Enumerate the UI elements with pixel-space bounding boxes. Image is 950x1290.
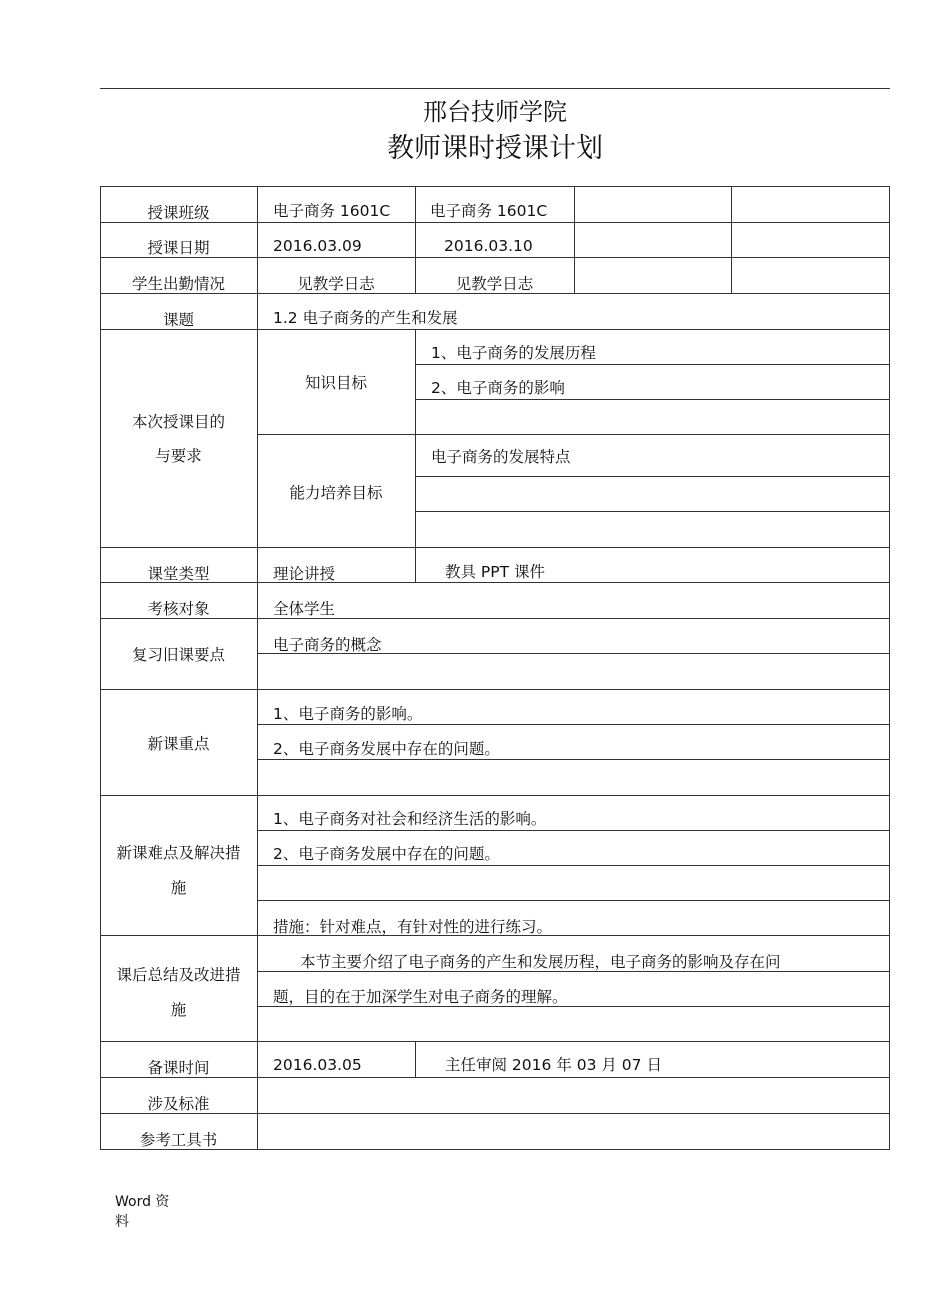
- teaching-tools-value: 教具 PPT 课件: [445, 563, 546, 581]
- difficulties-label-line2: 施: [170, 879, 187, 897]
- objectives-label-line1: 本次授课目的: [131, 413, 225, 431]
- col-line: [574, 186, 575, 293]
- col-line: [731, 186, 732, 293]
- row-line: [257, 865, 890, 866]
- difficulties-label-line1: 新课难点及解决措: [116, 844, 241, 862]
- attendance-label: 学生出勤情况: [131, 275, 225, 293]
- prep-time-value: 2016.03.05: [273, 1056, 362, 1074]
- col-line: [415, 1041, 416, 1077]
- document-title: 教师课时授课计划: [387, 133, 603, 164]
- topic-label: 课题: [162, 311, 194, 329]
- row-line: [100, 329, 890, 330]
- row-line: [257, 724, 890, 725]
- date-value-2: 2016.03.10: [444, 237, 533, 255]
- class-value-2: 电子商务 1601C: [430, 202, 548, 220]
- row-line: [100, 618, 890, 619]
- footer-line-2: 料: [115, 1214, 129, 1230]
- row-line: [100, 1077, 890, 1078]
- table-border-bottom: [100, 1149, 890, 1150]
- row-line: [415, 511, 890, 512]
- review-label: 复习旧课要点: [131, 646, 225, 664]
- row-line: [100, 689, 890, 690]
- review-item-1: 电子商务的概念: [273, 636, 382, 654]
- row-line: [100, 222, 890, 223]
- row-line: [100, 1041, 890, 1042]
- institution-title: 邢台技师学院: [423, 98, 567, 126]
- assessment-label: 考核对象: [147, 600, 210, 618]
- key-point-item-1: 1、电子商务的影响。: [273, 705, 423, 723]
- row-line: [100, 1113, 890, 1114]
- summary-label-line2: 施: [170, 1001, 187, 1019]
- key-point-item-2: 2、电子商务发展中存在的问题。: [273, 740, 500, 758]
- date-value-1: 2016.03.09: [273, 237, 362, 255]
- row-line: [257, 759, 890, 760]
- summary-text-line2: 题，目的在于加深学生对电子商务的理解。: [273, 988, 568, 1006]
- row-line: [415, 476, 890, 477]
- row-line: [100, 547, 890, 548]
- row-line: [257, 434, 890, 435]
- knowledge-goal-label: 知识目标: [304, 374, 367, 392]
- attendance-value-1: 见教学日志: [297, 275, 375, 293]
- footer-line-1: Word 资: [115, 1194, 170, 1210]
- row-line: [100, 257, 890, 258]
- prep-time-label: 备课时间: [147, 1059, 210, 1077]
- row-line: [257, 830, 890, 831]
- director-review-value: 主任审阅 2016 年 03 月 07 日: [445, 1056, 662, 1074]
- difficulty-measure: 措施：针对难点，有针对性的进行练习。: [273, 918, 553, 936]
- header-rule: [100, 88, 890, 89]
- row-line: [257, 1006, 890, 1007]
- topic-value: 1.2 电子商务的产生和发展: [273, 309, 458, 327]
- knowledge-goal-item-1: 1、电子商务的发展历程: [431, 344, 596, 362]
- knowledge-goal-item-2: 2、电子商务的影响: [431, 379, 565, 397]
- lesson-type-label: 课堂类型: [147, 565, 210, 583]
- ability-goal-item-1: 电子商务的发展特点: [431, 448, 571, 466]
- assessment-value: 全体学生: [273, 600, 336, 618]
- table-border-top: [100, 186, 890, 187]
- attendance-value-2: 见教学日志: [455, 275, 534, 293]
- row-line: [100, 293, 890, 294]
- key-points-label: 新课重点: [147, 735, 210, 753]
- lesson-type-value: 理论讲授: [273, 565, 336, 583]
- standards-label: 涉及标准: [147, 1095, 210, 1113]
- row-line: [257, 971, 890, 972]
- date-label: 授课日期: [147, 239, 210, 257]
- class-label: 授课班级: [147, 204, 210, 222]
- difficulty-item-1: 1、电子商务对社会和经济生活的影响。: [273, 810, 547, 828]
- summary-label-line1: 课后总结及改进措: [116, 966, 241, 984]
- class-value-1: 电子商务 1601C: [273, 202, 391, 220]
- row-line: [100, 795, 890, 796]
- col-line: [415, 329, 416, 547]
- footer-watermark: [115, 1192, 169, 1232]
- table-border-right: [889, 186, 890, 1149]
- ability-goal-label: 能力培养目标: [289, 484, 383, 502]
- summary-text-line1: 本节主要介绍了电子商务的产生和发展历程，电子商务的影响及存在问: [300, 953, 781, 971]
- label-column-divider: [257, 186, 258, 1149]
- row-line: [257, 900, 890, 901]
- objectives-label-line2: 与要求: [155, 447, 202, 465]
- row-line: [415, 399, 890, 400]
- col-line: [415, 547, 416, 582]
- references-label: 参考工具书: [139, 1131, 218, 1149]
- row-line: [415, 364, 890, 365]
- difficulty-item-2: 2、电子商务发展中存在的问题。: [273, 845, 500, 863]
